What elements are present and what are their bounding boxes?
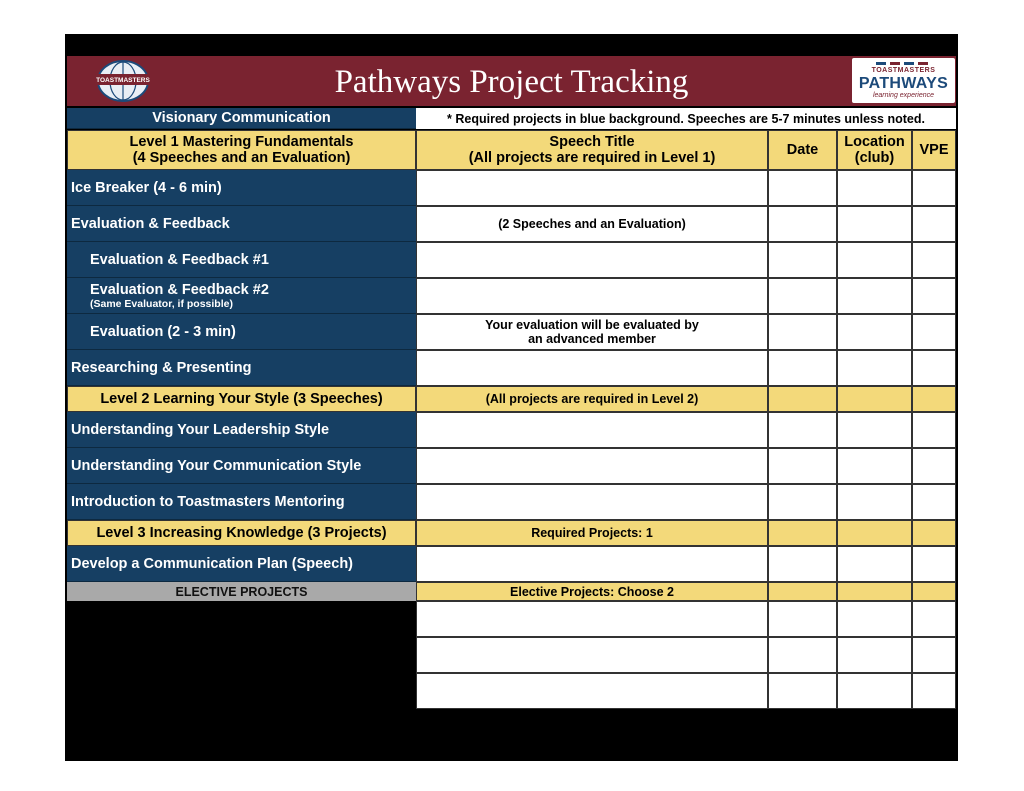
speech-title-field[interactable] — [416, 484, 768, 520]
location-field[interactable] — [837, 546, 912, 582]
elective-title-field[interactable] — [416, 601, 768, 637]
location-field[interactable] — [837, 206, 912, 242]
elective-note: Elective Projects: Choose 2 — [416, 582, 768, 601]
vpe-field[interactable] — [912, 170, 956, 206]
vpe-field[interactable] — [912, 242, 956, 278]
level3-note: Required Projects: 1 — [416, 520, 768, 546]
date-cell — [768, 582, 837, 601]
date-field[interactable] — [768, 546, 837, 582]
location-field[interactable] — [837, 350, 912, 386]
project-mentoring: Introduction to Toastmasters Mentoring — [67, 484, 416, 520]
location-field[interactable] — [837, 278, 912, 314]
vpe-field[interactable] — [912, 601, 956, 637]
date-field[interactable] — [768, 206, 837, 242]
svg-text:TOASTMASTERS: TOASTMASTERS — [96, 77, 150, 84]
speech-title-field[interactable] — [416, 242, 768, 278]
vpe-cell — [912, 386, 956, 412]
pathways-logo-main: PATHWAYS — [858, 75, 949, 92]
vpe-field[interactable] — [912, 448, 956, 484]
elective-projects-header: ELECTIVE PROJECTS — [67, 582, 416, 601]
date-field[interactable] — [768, 484, 837, 520]
date-field[interactable] — [768, 412, 837, 448]
location-field[interactable] — [837, 170, 912, 206]
speech-title-field[interactable] — [416, 412, 768, 448]
vpe-cell — [912, 520, 956, 546]
pathways-logo-sub: learning experience — [872, 92, 935, 99]
project-evaluation: Evaluation (2 - 3 min) — [67, 314, 416, 350]
location-cell — [837, 520, 912, 546]
project-ice-breaker: Ice Breaker (4 - 6 min) — [67, 170, 416, 206]
speech-title-field[interactable] — [416, 170, 768, 206]
required-note: * Required projects in blue background. Speeches are 5-7 minutes unless noted. — [416, 108, 956, 129]
vpe-field[interactable] — [912, 673, 956, 709]
speech-title-field[interactable] — [416, 546, 768, 582]
date-field[interactable] — [768, 170, 837, 206]
location-field[interactable] — [837, 242, 912, 278]
vpe-field[interactable] — [912, 350, 956, 386]
location-field[interactable] — [837, 484, 912, 520]
level2-header: Level 2 Learning Your Style (3 Speeches) — [67, 386, 416, 412]
date-field[interactable] — [768, 242, 837, 278]
title-banner — [67, 56, 956, 106]
elective-title-field[interactable] — [416, 673, 768, 709]
vpe-field[interactable] — [912, 206, 956, 242]
pathways-logo — [852, 58, 955, 103]
location-cell — [837, 582, 912, 601]
project-evaluation-feedback-1: Evaluation & Feedback #1 — [67, 242, 416, 278]
evaluation-feedback-note: (2 Speeches and an Evaluation) — [416, 206, 768, 242]
speech-title-header: Speech Title (All projects are required in Level 1) — [416, 130, 768, 170]
speech-title-field[interactable] — [416, 448, 768, 484]
project-evaluation-feedback: Evaluation & Feedback — [67, 206, 416, 242]
date-field[interactable] — [768, 350, 837, 386]
speech-title-field[interactable] — [416, 350, 768, 386]
vpe-field[interactable] — [912, 637, 956, 673]
vpe-field[interactable] — [912, 314, 956, 350]
location-field[interactable] — [837, 637, 912, 673]
date-field[interactable] — [768, 314, 837, 350]
project-communication-style: Understanding Your Communication Style — [67, 448, 416, 484]
toastmasters-logo — [96, 59, 150, 103]
date-header: Date — [768, 130, 837, 170]
speech-title-field[interactable] — [416, 278, 768, 314]
date-cell — [768, 386, 837, 412]
date-field[interactable] — [768, 278, 837, 314]
vpe-field[interactable] — [912, 484, 956, 520]
date-field[interactable] — [768, 673, 837, 709]
path-name: Visionary Communication — [67, 108, 416, 129]
pathways-bars-icon — [876, 62, 930, 65]
location-header: Location (club) — [837, 130, 912, 170]
project-leadership-style: Understanding Your Leadership Style — [67, 412, 416, 448]
page-title: Pathways Project Tracking — [334, 64, 689, 100]
location-field[interactable] — [837, 314, 912, 350]
vpe-header: VPE — [912, 130, 956, 170]
vpe-field[interactable] — [912, 412, 956, 448]
vpe-field[interactable] — [912, 278, 956, 314]
level2-note: (All projects are required in Level 2) — [416, 386, 768, 412]
elective-title-field[interactable] — [416, 637, 768, 673]
level1-header: Level 1 Mastering Fundamentals (4 Speeches and an Evaluation) — [67, 130, 416, 170]
location-field[interactable] — [837, 601, 912, 637]
same-evaluator-note: (Same Evaluator, if possible) — [90, 297, 233, 310]
vpe-field[interactable] — [912, 546, 956, 582]
date-cell — [768, 520, 837, 546]
project-researching-presenting: Researching & Presenting — [67, 350, 416, 386]
date-field[interactable] — [768, 637, 837, 673]
date-field[interactable] — [768, 448, 837, 484]
location-field[interactable] — [837, 412, 912, 448]
project-evaluation-feedback-2: Evaluation & Feedback #2 (Same Evaluator, if possible) — [67, 278, 416, 314]
location-field[interactable] — [837, 673, 912, 709]
project-communication-plan: Develop a Communication Plan (Speech) — [67, 546, 416, 582]
location-field[interactable] — [837, 448, 912, 484]
date-field[interactable] — [768, 601, 837, 637]
vpe-cell — [912, 582, 956, 601]
pathways-logo-top: TOASTMASTERS — [871, 67, 936, 74]
evaluation-note: Your evaluation will be evaluated by an advanced member — [416, 314, 768, 350]
level3-header: Level 3 Increasing Knowledge (3 Projects) — [67, 520, 416, 546]
location-cell — [837, 386, 912, 412]
